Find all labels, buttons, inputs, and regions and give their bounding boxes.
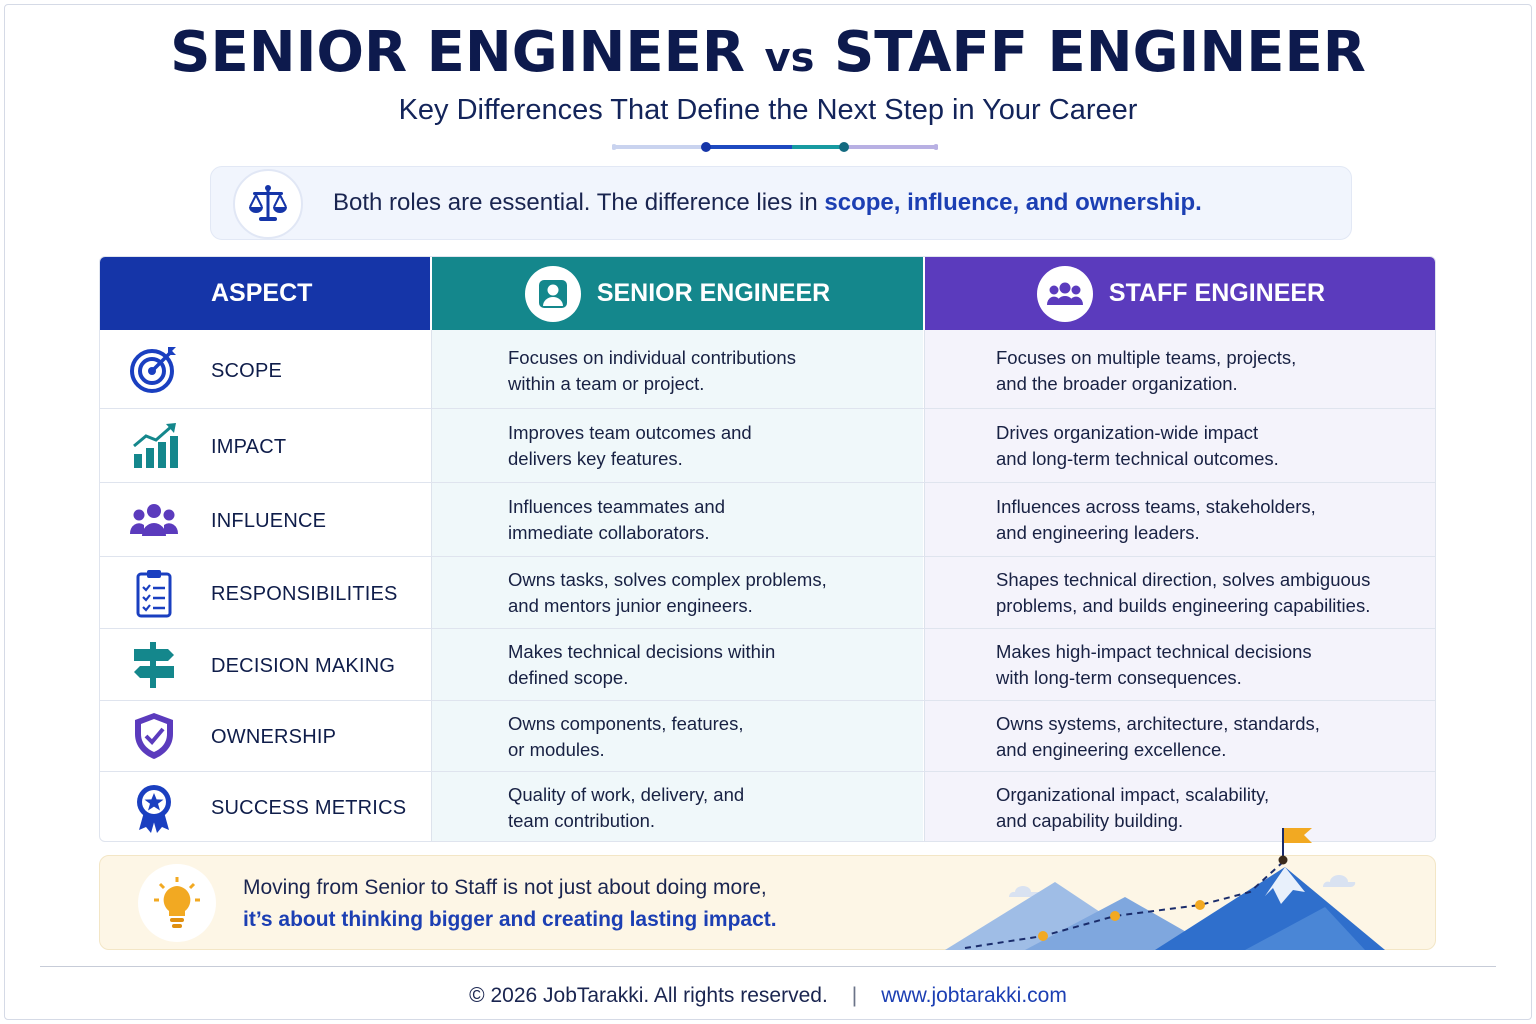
title-divider xyxy=(612,140,938,154)
header-aspect xyxy=(100,257,430,330)
shield-check-icon xyxy=(128,710,180,762)
callout-line-2: it’s about thinking bigger and creating lasting impact. xyxy=(243,908,777,931)
table-row-decision-making xyxy=(100,629,1436,701)
senior-cell: Focuses on individual contributions within a team or project. xyxy=(508,347,796,394)
footer-divider xyxy=(40,966,1496,967)
staff-cell: Organizational impact, scalability, and capability building. xyxy=(996,784,1270,831)
comparison-table xyxy=(99,256,1436,842)
senior-cell: Improves team outcomes and delivers key features. xyxy=(508,422,752,469)
senior-cell: Owns tasks, solves complex problems, and mentors junior engineers. xyxy=(508,569,827,616)
growth-chart-icon xyxy=(128,420,180,472)
header-staff-label: STAFF ENGINEER xyxy=(1108,279,1326,307)
title-vs: vs xyxy=(764,35,815,81)
scales-icon xyxy=(233,169,303,239)
table-row-scope xyxy=(100,330,1436,409)
senior-cell: Quality of work, delivery, and team contribution. xyxy=(508,784,745,831)
signpost-icon xyxy=(128,639,180,691)
header-staff xyxy=(925,257,1436,330)
intro-statement: Both roles are essential. The difference lies in xyxy=(333,189,825,216)
row-label: SUCCESS METRICS xyxy=(211,797,407,819)
staff-cell: Owns systems, architecture, standards, and engineering excellence. xyxy=(996,713,1320,760)
table-row-ownership xyxy=(100,701,1436,772)
intro-banner xyxy=(210,166,1352,240)
footer-copyright: © 2026 JobTarakki. All rights reserved. xyxy=(469,984,828,1007)
row-label: SCOPE xyxy=(211,360,283,382)
clipboard-checklist-icon xyxy=(128,567,180,619)
senior-cell: Owns components, features, or modules. xyxy=(508,713,744,760)
footer xyxy=(0,984,1536,1008)
group-icon xyxy=(1037,266,1093,322)
header-senior-label: SENIOR ENGINEER xyxy=(596,279,831,307)
footer-separator: | xyxy=(851,984,858,1007)
senior-cell: Influences teammates and immediate collaborators. xyxy=(508,496,725,543)
row-label: RESPONSIBILITIES xyxy=(211,583,398,605)
senior-cell: Makes technical decisions within defined scope. xyxy=(508,641,776,688)
award-ribbon-icon xyxy=(128,782,180,834)
header-senior xyxy=(432,257,923,330)
person-icon xyxy=(525,266,581,322)
intro-highlight: scope, influence, and ownership. xyxy=(824,189,1202,216)
intro-text xyxy=(333,189,1202,217)
staff-cell: Drives organization-wide impact and long-term technical outcomes. xyxy=(996,422,1279,469)
footer-website-link[interactable]: www.jobtarakki.com xyxy=(881,984,1067,1007)
staff-cell: Influences across teams, stakeholders, and engineering leaders. xyxy=(996,496,1316,543)
row-label: OWNERSHIP xyxy=(211,726,337,748)
lightbulb-icon xyxy=(138,864,216,942)
header-aspect-label: ASPECT xyxy=(211,279,313,307)
title-senior: SENIOR ENGINEER xyxy=(170,20,746,85)
people-icon xyxy=(128,494,180,546)
target-icon xyxy=(128,343,180,395)
row-label: INFLUENCE xyxy=(211,510,327,532)
table-row-responsibilities xyxy=(100,557,1436,629)
row-label: DECISION MAKING xyxy=(211,655,396,677)
staff-cell: Shapes technical direction, solves ambiguous problems, and builds engineering capabilities. xyxy=(996,569,1371,616)
table-row-influence xyxy=(100,483,1436,557)
page-title xyxy=(0,20,1536,85)
row-label: IMPACT xyxy=(211,436,287,458)
callout-line-1: Moving from Senior to Staff is not just about doing more, xyxy=(243,876,767,899)
mountain-flag-illustration xyxy=(945,822,1395,952)
staff-cell: Makes high-impact technical decisions with long-term consequences. xyxy=(996,641,1312,688)
page-subtitle: Key Differences That Define the Next Step in Your Career xyxy=(398,94,1138,126)
staff-cell: Focuses on multiple teams, projects, and the broader organization. xyxy=(996,347,1297,394)
table-row-impact xyxy=(100,409,1436,483)
title-staff: STAFF ENGINEER xyxy=(833,20,1366,85)
